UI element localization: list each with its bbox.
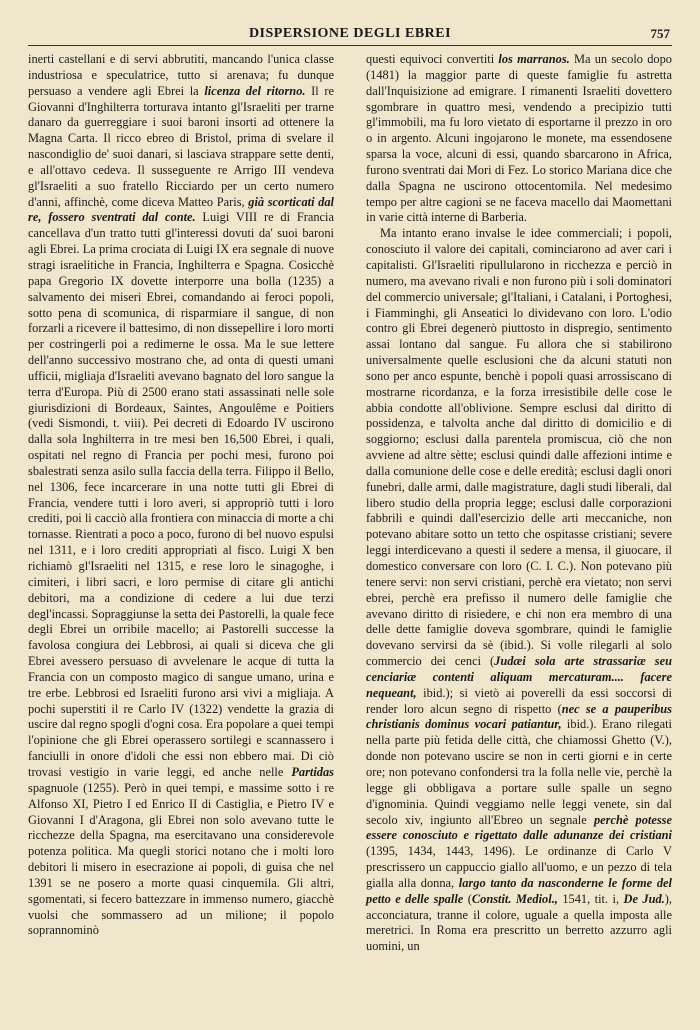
italic-text-run: los marranos. bbox=[498, 52, 570, 66]
italic-text-run: Partidas bbox=[291, 764, 334, 779]
italic-text-run: Judæi sola arte strassariæ seu cenciariæ contenti aliquam mercaturam.... facere nequeant, bbox=[366, 654, 672, 700]
italic-text-run: nec se a pauperibus christianis dominus vocari patiantur, bbox=[366, 701, 672, 732]
text-run: Ma un secolo dopo (1481) la maggior parte di queste famiglie fu astretta dall'Inquisizione ad emigrare. I rimanenti Israeliti dovettero sgombrare in quattro mesi, vendendo a precipizio tutti gl'immobili, ma fu loro vietato di esportarne il prezzo in oro o in argento. Alcuni ingojarono le monete, ma essendosene sparsa la voce, alcuni di essi, quando sbarcarono in Africa, furono sventrati dai Mori di Fez. Lo storico Mariana dice che dalla Spagna ne uscirono ottocentomila. Nel medesimo tempo per altre cagioni se ne faceva macello dai Maomettani in varie città interne di Barberia. bbox=[366, 52, 672, 225]
text-run: ), acconciatura, tranne il colore, uguale a quella imposta alle meretrici. In Roma era prescritto un berretto azzurro agli uomini, un bbox=[366, 891, 672, 954]
page-header bbox=[28, 18, 672, 46]
text-run: spagnuole (1255). Però in quei tempi, e massime sotto i re Alfonso XI, Pietro I ed Enrico II di Castiglia, e Pietro IV e Giovanni I d'Aragona, gli Ebrei non solo avevano tutte le ricchezze della Spagna, ma esercitavano una considerevole potenza politica. Ma quegli storici notano che i molti loro debitori li misero in esecrazione ai popoli, di guisa che nel 1391 se ne posero a morte quasi cinquemila. Gli altri, sgomentati, si fecero battezzare in immenso numero, giacchè vuolsi che sommassero ad un milione; il popolo soprannominò bbox=[28, 780, 334, 938]
left-column bbox=[28, 52, 334, 955]
italic-text-run: licenza del ritorno. bbox=[204, 83, 306, 98]
text-run: Il re Giovanni d'Inghilterra torturava intanto gl'Israeliti per trarne danaro da guerreggiare i suoi baroni insorti ad ottenere la Magna Carta. Il ricco ebreo di Bristol, prima di svelare il nascondiglio de' suoi danari, si lasciava strappare sette denti, e all'ottavo cedeva. Il susseguente re Arrigo III vendeva gl'Israeliti a suo fratello Ricciardo per un certo numero d'anni, affinchè, come diceva Matteo Paris, bbox=[28, 83, 334, 209]
right-column bbox=[366, 52, 672, 955]
italic-text-run: già scorticati dal re, fossero sventrati dal conte. bbox=[28, 194, 335, 225]
italic-text-run: largo tanto da nasconderne le forme del petto e delle spalle bbox=[366, 875, 672, 906]
text-run: inerti castellani e di servi abbrutiti, mancando l'unica classe industriosa e speculatrice, tutto si arenava; fu dunque persuaso a vendere agli Ebrei la bbox=[28, 52, 334, 98]
left-column-paragraph bbox=[28, 52, 334, 939]
text-run: Luigi VIII re di Francia cancellava d'un tratto tutti gl'interessi dovuti da' suoi baroni agli Ebrei. La prima crociata di Luigi IX era segnale di nuove stragi israelitiche in Francia, Inghilterra e Spagna. Cosicchè papa Gregorio IX dovette interporre una bolla (1235) a salvamento dei miseri Ebrei, comandando ai feroci popoli, sotto pena di scomunica, di risparmiare il sangue, di non forzarli a ricevere il battesimo, di non dissepellire i loro morti per costringerli poi a redimerne le ossa. Ma le sue lettere dell'anno successivo mostrano che, ad onta di questi umani ufficii, migliaja d'Israeliti avevano bagnato del loro sangue la terra d'Europa. Più di 2500 erano stati assassinati nelle sole giurisdizioni di Bordeaux, Saintes, Angoulême e Poitiers (vedi Sismondi, t. viii). Pei decreti di Edoardo IV uscirono dalla sola Inghilterra in tre mesi ben 16,500 Ebrei, i quali, ospitati nel regno di Francia per pochi mesi, furono poi sbalestrati senza asilo sulla faccia della terra. Filippo il Bello, nel 1306, fece incarcerare in una notte tutti gli Ebrei di Francia, vendere tutti i loro averi, si appropriò tutti i loro crediti, poi li cacciò alla frontiera con minaccia di morte a chi tornasse. Rientrati a poco a poco, furono di bel nuovo espulsi nel 1311, e i loro crediti appropriati al fisco. Luigi X ben richiamò gl'Israeliti nel 1315, e rese loro le sinagoghe, i cimiteri, i libri sacri, e loro permise di citare gli antichi debitori, ma a condizione di cedere a lui due terzi degl'incassi. Sopraggiunse la setta dei Pastorelli, la quale fece degli Ebrei un orribile macello; ai Pastorelli successe la favolosa congiura dei Lebbrosi, ai quali si diceva che gli Ebrei avessero persuaso di avvelenare le acque di tutta la Francia con un composto magico di sangue umano, urina e tre erbe. Lebbrosi ed Israeliti furono arsi vivi a migliaja. A pochi superstiti il re Carlo IV (1322) vendette la grazia di uscire dal regno spogli d'ogni cosa. Era popolare a quei tempi l'opinione che gli Ebrei operassero sortilegi e scannassero i fanciulli in onore d'idoli che essi non ebbero mai. Di ciò trovasi vestigio in varie leggi, ed anche nelle bbox=[28, 210, 334, 779]
text-run: 1541, tit. i, bbox=[557, 891, 624, 906]
right-column-paragraph-1 bbox=[366, 52, 672, 226]
text-run: Ma intanto erano invalse le idee commerciali; i popoli, conosciuto il valore dei capitali, cominciarono ad aver cari i capitalisti. Gl'Israeliti ripullularono in ricchezza e perciò in numero, ma avevano rivali e non furono più i soli dominatori del commercio universale; gl'Italiani, i Catalani, i Portoghesi, i Fiamminghi, gli Anseatici lo dividevano con loro. L'odio contro gli Ebrei degenerò piuttosto in dispregio, sentimento assai lontano dal sangue. Fu allora che si stabilirono universalmente quelle esclusioni che da alcuni statuti non sono per anco espunte, benchè i popoli quasi arrossiscano di mostrarne ricordanza, e la forza irresistibile delle cose le abbia condotte all'oblivione. Sempre esclusi dal diritto di possidenza, e talvolta anche dal diritto di domicilio e di soggiorno; esclusi dalla parentela promiscua, ciò che non avviene ad altre sètte; esclusi quindi dalle affezioni intime e dalla comunione delle cose e delle eredità; esclusi dagli onori funebri, dalle armi, dalle magistrature, dagli studi liberali, dal libero studio della propria legge; esclusi dalle corporazioni fabbrili e quindi dall'esercizio delle arti meccaniche, non potevano abitare sotto un tetto che ospitasse cristiani; severe leggi interdicevano a questi il sedere a mensa, il giuocare, il domestico conversare con loro (C. I. C.). Non potevano più tenere servi: non servi cristiani, perchè era vietato; non servi ebrei, perchè era prefisso il numero delle famiglie che avevano diritto di risiedere, e chi non era membro di una delle dette famiglie doveva sgombrare, quindi le famiglie dovevano servirsi da sè (ibid.). Si volle rilegarli al solo commercio dei cenci ( bbox=[366, 226, 672, 669]
text-columns bbox=[28, 52, 672, 955]
text-run: questi equivoci convertiti bbox=[366, 52, 499, 66]
italic-text-run: De Jud. bbox=[623, 891, 665, 906]
text-run: ibid.); si vietò ai poverelli da essi soccorsi di render loro alcun segno di rispetto ( bbox=[366, 685, 672, 716]
italic-text-run: Constit. Mediol., bbox=[471, 891, 558, 906]
text-run: (1395, 1434, 1443, 1496). Le ordinanze di Carlo V prescrissero un cappuccio giallo all'uomo, e un pezzo di tela gialla alla donna, bbox=[366, 844, 672, 890]
italic-text-run: perchè potesse essere conosciuto e rigettato dalle adunanze dei cristiani bbox=[366, 812, 673, 843]
text-run: ( bbox=[463, 891, 472, 906]
right-column-paragraph-2 bbox=[366, 226, 672, 955]
text-run: ibid.). Erano rilegati nella parte più fetida delle città, che chiamossi Ghetto (V.), donde non potevano uscire se non in certi giorni e in certe ore; non potevano confondersi tra la folla nelle vie, perchè la legge gli obbligava a portare sulle spalle un segno d'ignominia. Quindi veggiamo nelle leggi venete, sin dal secolo xiv, ingiunto all'Ebreo un segnale bbox=[366, 717, 672, 827]
page-number: 757 bbox=[650, 26, 670, 41]
running-title: DISPERSIONE DEGLI EBREI bbox=[248, 26, 452, 41]
